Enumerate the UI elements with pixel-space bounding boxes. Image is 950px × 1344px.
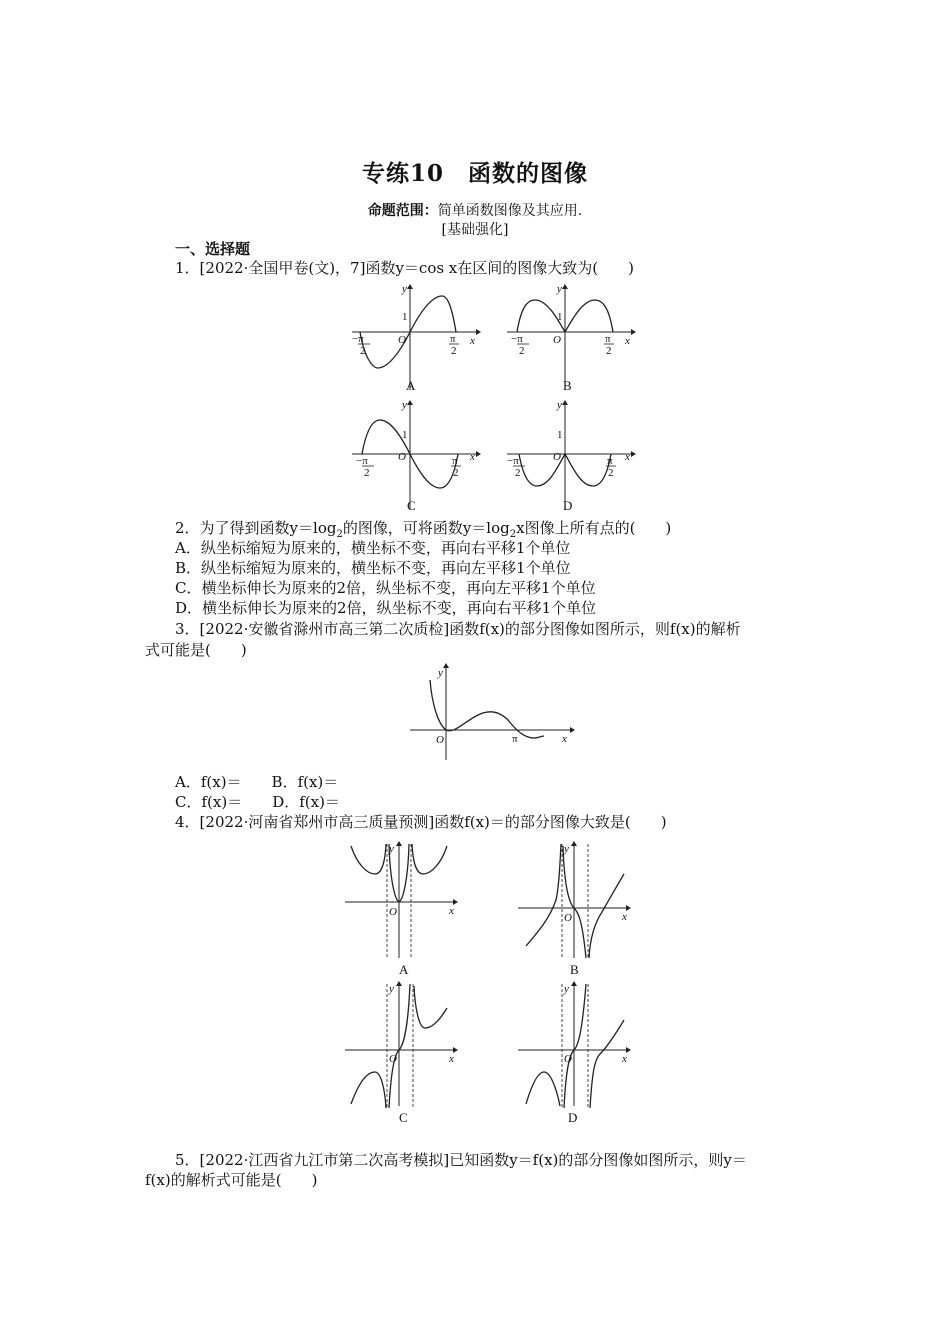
axis-y-label: y <box>564 983 569 995</box>
origin-label: O <box>564 1053 572 1065</box>
option-label-b: B <box>570 962 579 977</box>
q1-graph-a <box>348 282 483 394</box>
section-tag: [基础强化] <box>441 222 509 238</box>
tick-one: 1 <box>557 311 563 323</box>
tick-pi: π <box>512 733 518 745</box>
q2-stem-sub: 2 <box>336 529 343 540</box>
scope-text: 简单函数图像及其应用. <box>437 203 583 219</box>
q1-stem: 1．[2022·全国甲卷(文)，7]函数y＝cos x在区间的图像大致为( ) <box>175 259 634 277</box>
origin-label: O <box>553 334 561 346</box>
origin-label: O <box>389 1053 397 1065</box>
tick-pi: π <box>450 333 456 345</box>
axis-y-label: y <box>557 283 562 295</box>
q4-graph-b <box>516 840 636 980</box>
option-label-a: A <box>406 378 416 393</box>
tick-two: 2 <box>360 345 366 357</box>
q3-stem-line1: 3．[2022·安徽省滁州市高三第二次质检]函数f(x)的部分图像如图所示，则f(x)的解析 <box>175 620 741 638</box>
origin-label: O <box>398 334 406 346</box>
tick-one: 1 <box>402 311 408 323</box>
tick-one: 1 <box>402 429 408 441</box>
scope-line <box>0 200 950 220</box>
tick-neg-pi: −π <box>511 333 523 345</box>
tick-pi: π <box>605 333 611 345</box>
axis-y-label: y <box>389 843 394 855</box>
q2-stem-part: 2．为了得到函数y＝log <box>175 519 337 537</box>
tick-two: 2 <box>451 345 457 357</box>
axis-x-label: x <box>470 451 475 463</box>
option-label-d: D <box>563 498 573 513</box>
q2-option-a: A．纵坐标缩短为原来的，横坐标不变，再向右平移1个单位 <box>175 539 571 557</box>
option-label-b: B <box>563 378 572 393</box>
section-heading: 一、选择题 <box>175 240 251 258</box>
origin-label: O <box>436 734 444 746</box>
q2-stem-sub: 2 <box>509 529 517 540</box>
q1-graph-b <box>503 282 638 394</box>
axis-y-label: y <box>564 843 569 855</box>
q3-options-row2: C．f(x)＝ D．f(x)＝ <box>175 793 340 811</box>
tick-neg-pi: −π <box>356 455 368 467</box>
axis-y-label: y <box>557 399 562 411</box>
axis-y-label: y <box>402 399 407 411</box>
page-title: 专练10 函数的图像 <box>361 160 588 187</box>
axis-x-label: x <box>622 1053 627 1065</box>
q3-graph <box>408 660 578 768</box>
tick-two: 2 <box>515 467 521 479</box>
tick-pi: π <box>452 455 458 467</box>
q2-option-b: B．纵坐标缩短为原来的，横坐标不变，再向左平移1个单位 <box>175 559 571 577</box>
axis-x-label: x <box>470 335 475 347</box>
axis-y-label: y <box>438 667 443 679</box>
tick-two: 2 <box>519 345 525 357</box>
axis-x-label: x <box>562 733 567 745</box>
option-label-c: C <box>399 1110 408 1125</box>
origin-label: O <box>564 912 572 924</box>
axis-x-label: x <box>449 1053 454 1065</box>
scope-label: 命题范围： <box>367 203 438 219</box>
origin-label: O <box>398 451 406 463</box>
q1-graph-d <box>503 398 638 516</box>
option-label-d: D <box>568 1110 578 1125</box>
tick-pi: π <box>607 455 613 467</box>
q5-stem-line2: f(x)的解析式可能是( ) <box>145 1171 318 1189</box>
tick-two: 2 <box>364 467 370 479</box>
q3-stem-line2: 式可能是( ) <box>145 641 247 659</box>
q4-graph-c <box>343 980 463 1126</box>
tick-two: 2 <box>606 345 612 357</box>
origin-label: O <box>553 451 561 463</box>
q4-stem: 4．[2022·河南省郑州市高三质量预测]函数f(x)＝的部分图像大致是( ) <box>175 813 667 831</box>
q2-option-d: D．横坐标伸长为原来的2倍，纵坐标不变，再向右平移1个单位 <box>175 599 597 617</box>
q5-stem-line1: 5．[2022·江西省九江市第二次高考模拟]已知函数y＝f(x)的部分图像如图所示，则y＝ <box>175 1151 747 1169</box>
q2-stem-part: x图像上所有点的( ) <box>516 519 672 537</box>
tick-two: 2 <box>608 467 614 479</box>
q3-options-row1: A．f(x)＝ B．f(x)＝ <box>175 773 339 791</box>
tick-neg-pi: −π <box>507 455 519 467</box>
q4-graph-d <box>516 980 636 1126</box>
tick-two: 2 <box>453 467 459 479</box>
q1-graph-c <box>348 398 483 516</box>
axis-y-label: y <box>389 983 394 995</box>
q4-graph-a <box>343 840 463 980</box>
axis-x-label: x <box>622 911 627 923</box>
tick-neg-pi: −π <box>352 333 364 345</box>
origin-label: O <box>389 906 397 918</box>
option-label-c: C <box>407 498 416 513</box>
axis-y-label: y <box>402 283 407 295</box>
axis-x-label: x <box>625 335 630 347</box>
q2-option-c: C．横坐标伸长为原来的2倍，纵坐标不变，再向左平移1个单位 <box>175 579 596 597</box>
tick-one: 1 <box>557 429 563 441</box>
axis-x-label: x <box>625 451 630 463</box>
option-label-a: A <box>399 962 409 977</box>
q2-stem-part: 的图像，可将函数y＝log <box>342 519 510 537</box>
axis-x-label: x <box>449 905 454 917</box>
